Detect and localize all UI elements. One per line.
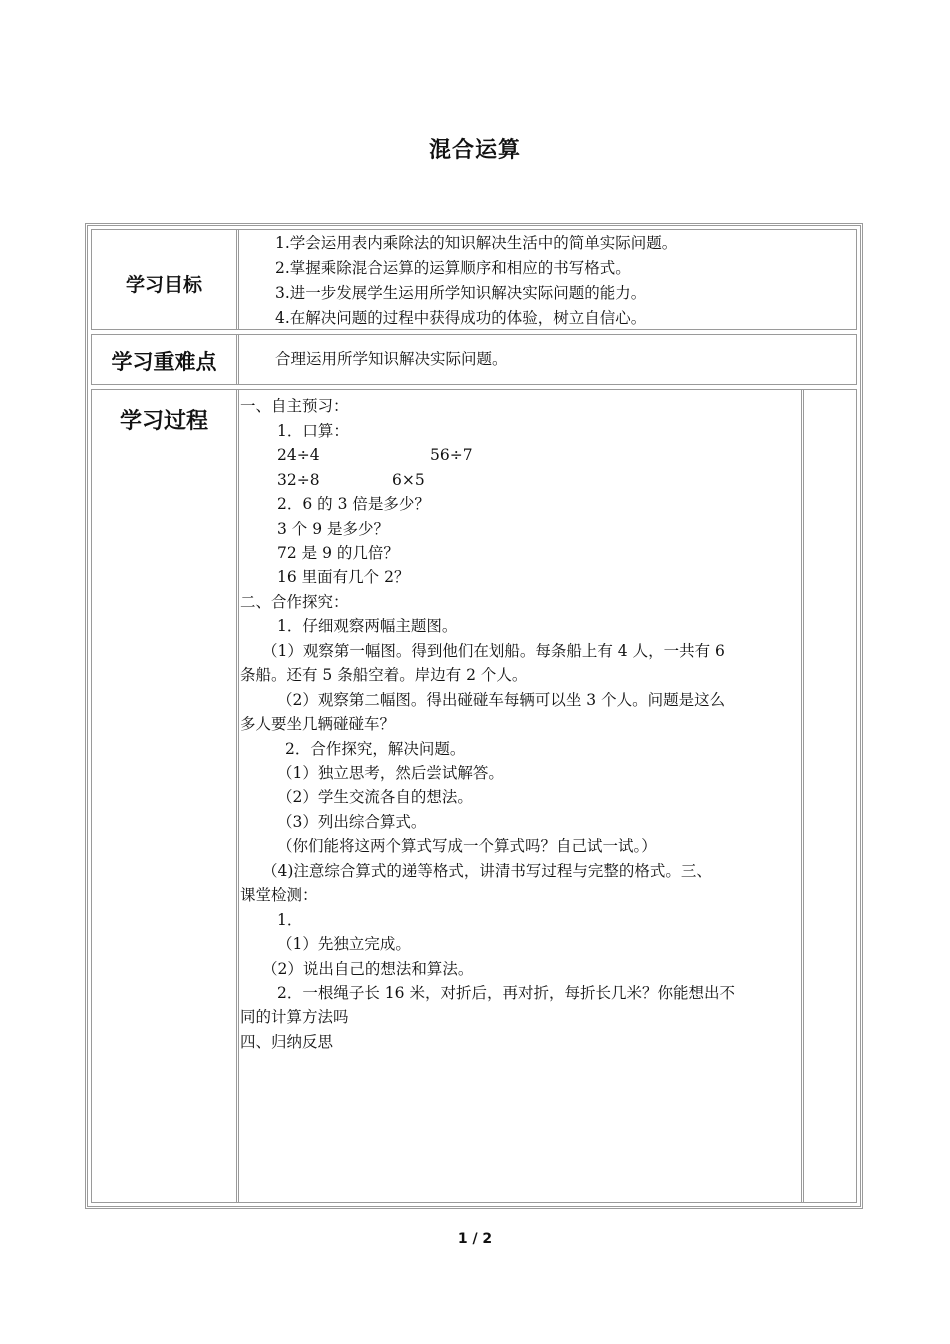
row-label: 学习过程 [119,409,208,434]
process-line: （4)注意综合算式的递等格式，讲清书写过程与完整的格式。三、 [262,862,712,880]
process-line: 2．合作探究，解决问题。 [285,740,466,758]
process-line: （你们能将这两个算式写成一个算式吗？自己试一试。） [277,837,657,855]
process-line: 16 里面有几个 2？ [277,568,410,586]
process-line: 72 是 9 的几倍？ [277,544,399,562]
goal-item: 2.掌握乘除混合运算的运算顺序和相应的书写格式。 [275,259,631,277]
process-line: （1）先独立完成。 [277,935,411,953]
process-line: 2．6 的 3 倍是多少？ [277,495,430,513]
process-line: 2．一根绳子长 16 米，对折后，再对折，每折长几米？你能想出不 [277,984,735,1002]
process-line: （1）独立思考，然后尝试解答。 [277,764,504,782]
row-label: 学习目标 [125,274,202,296]
label-cell [92,390,239,1202]
process-line: （2）观察第二幅图。得出碰碰车每辆可以坐 3 个人。问题是这么 [277,691,726,709]
goal-item: 4.在解决问题的过程中获得成功的体验，树立自信心。 [275,309,647,327]
goal-item: 3.进一步发展学生运用所学知识解决实际问题的能力。 [275,284,647,302]
process-line: 多人要坐几辆碰碰车？ [240,715,396,733]
process-line: （2）学生交流各自的想法。 [277,788,473,806]
process-line: （2）说出自己的想法和算法。 [262,960,474,978]
row-goals [91,229,857,330]
label-cell [92,230,239,329]
process-cell [240,390,856,1202]
process-line: 6×5 [392,471,425,489]
process-line: 一、自主预习： [240,397,349,415]
label-cell [92,335,239,384]
process-line: （1）观察第一幅图。得到他们在划船。每条船上有 4 人，一共有 6 [262,642,725,660]
process-line: 课堂检测： [240,886,318,904]
row-process [91,389,857,1203]
process-line: 四、归纳反思 [240,1033,334,1051]
goals-cell [240,230,856,329]
process-line: 24÷4 [277,446,320,464]
key-points-cell [240,335,856,384]
row-label: 学习重难点 [111,350,217,374]
goal-item: 1.学会运用表内乘除法的知识解决生活中的简单实际问题。 [275,234,678,252]
process-inner-box [240,390,804,1202]
key-points-text: 合理运用所学知识解决实际问题。 [275,350,508,368]
process-line: 32÷8 [277,471,320,489]
row-key-points [91,334,857,385]
process-line: 1．口算： [277,422,349,440]
process-line: 56÷7 [430,446,473,464]
process-line: 二、合作探究： [240,593,349,611]
lesson-table [85,223,863,1209]
page-title: 混合运算 [428,138,521,163]
process-line: 1． [277,911,303,929]
process-line: （3）列出综合算式。 [277,813,427,831]
process-line: 条船。还有 5 条船空着。岸边有 2 个人。 [240,666,528,684]
process-line: 同的计算方法吗 [240,1008,349,1026]
page-number: 1 / 2 [457,1231,493,1247]
process-line: 3 个 9 是多少？ [277,520,390,538]
process-line: 1．仔细观察两幅主题图。 [277,617,458,635]
